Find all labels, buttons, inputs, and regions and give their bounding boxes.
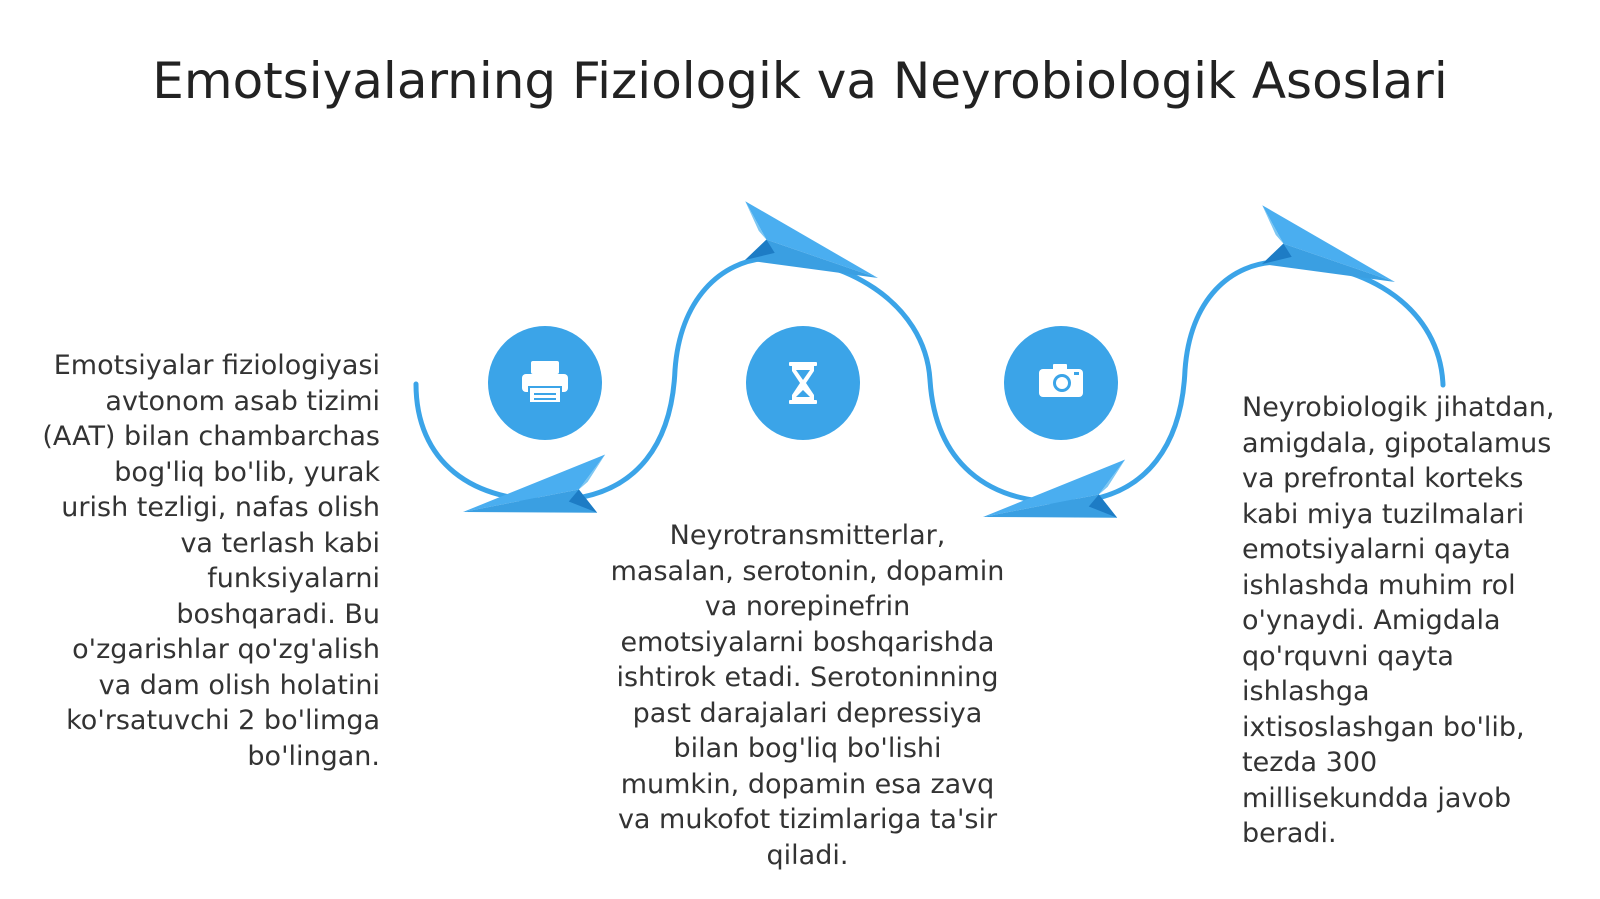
step-2-description: Neyrotransmitterlar, masalan, serotonin, dopamin va norepinefrin emotsiyalarni boshqarishda ishtirok etadi. Serotoninning past darajalari depressiya bilan bog'liq bo'lishi mumkin, dopamin esa zavq va mukofot tizimlariga ta'sir qiladi. — [610, 520, 1005, 871]
paper-plane-icon — [728, 201, 888, 301]
step-1-description: Emotsiyalar fiziologiyasi avtonom asab tizimi (AAT) bilan chambarchas bog'liq bo'lib, yurak urish tezligi, nafas olish va terlash kabi funksiyalarni boshqaradi. Bu o'zgarishlar qo'zg'alish va dam olish holatini ko'rsatuvchi 2 bo'limga bo'lingan. — [42, 350, 380, 772]
step-circle-1 — [488, 326, 602, 440]
step-3-description: Neyrobiologik jihatdan, amigdala, gipotalamus va prefrontal korteks kabi miya tuzilmalari emotsiyalarni qayta ishlashda muhim rol o'ynaydi. Amigdala qo'rquvni qayta ishlashga ixtisoslashgan bo'lib, tezda 300 millisekundda javob beradi. — [1242, 392, 1555, 849]
paper-plane-icon — [1245, 205, 1405, 305]
step-circle-2 — [746, 326, 860, 440]
step-circle-3 — [1004, 326, 1118, 440]
page-title: Emotsiyalarning Fiziologik va Neyrobiologik Asoslari — [152, 52, 1448, 110]
